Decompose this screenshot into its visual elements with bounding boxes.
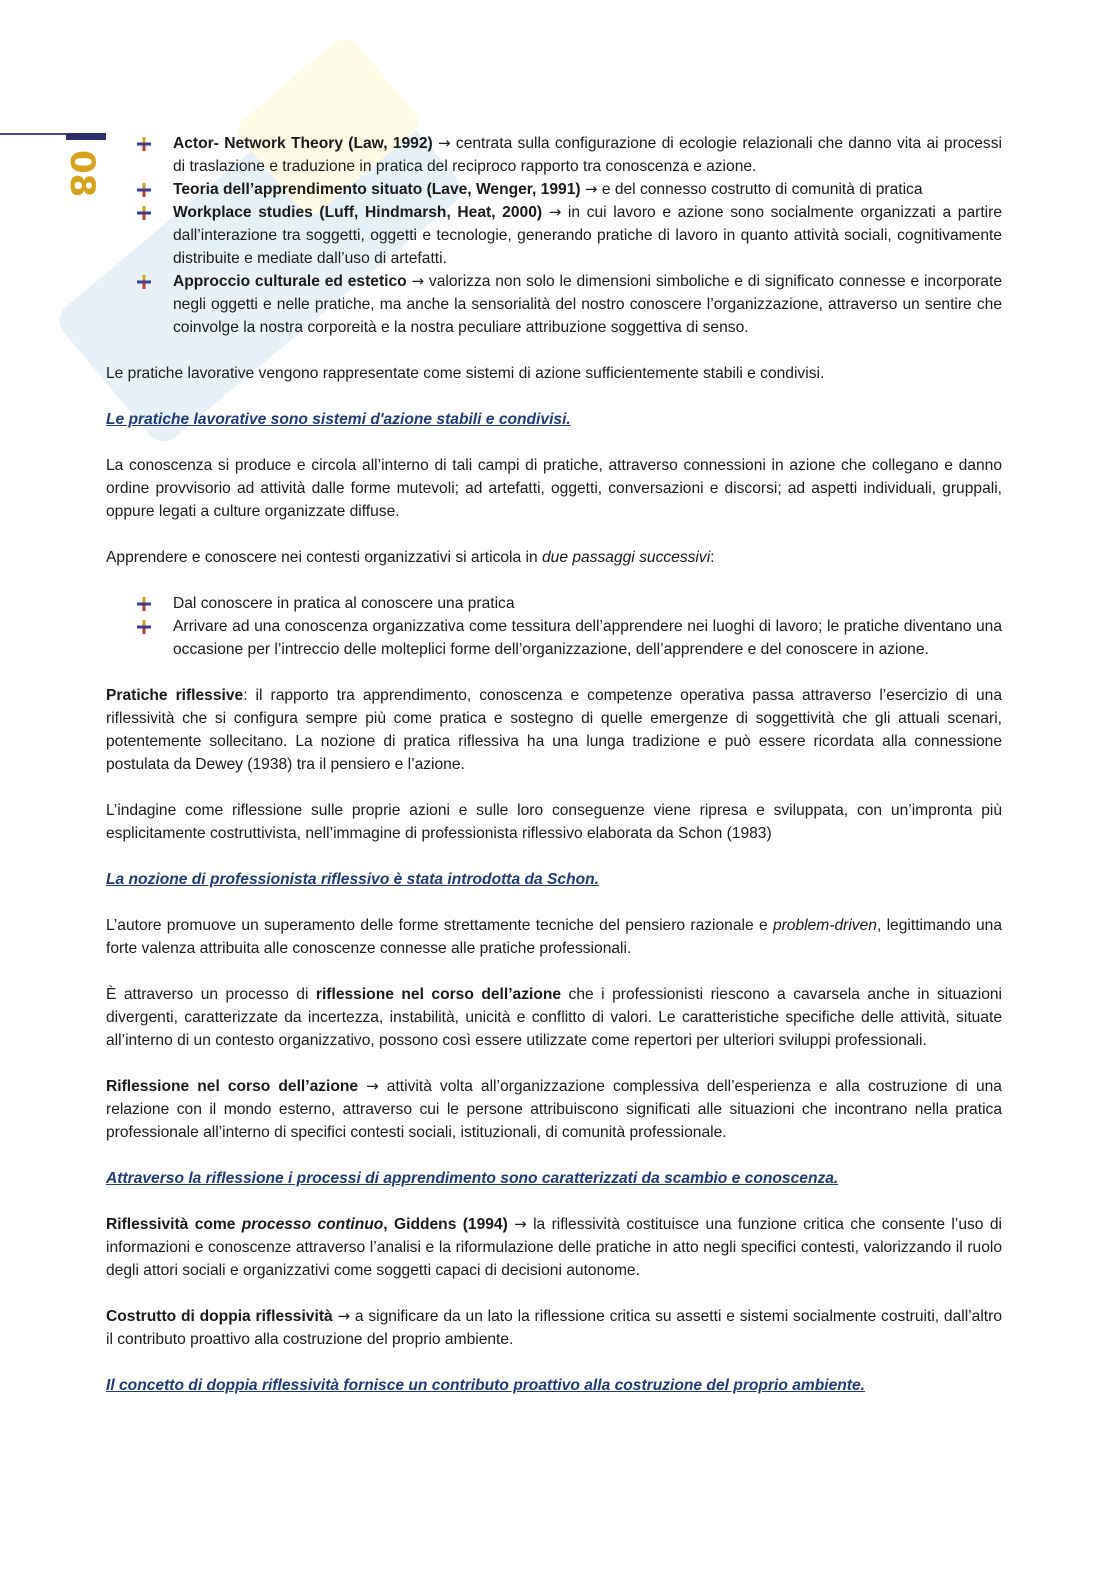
paragraph <box>106 684 1002 776</box>
cross-bullet-icon <box>137 597 151 611</box>
arrow-icon: → <box>514 1215 527 1233</box>
bold-term: Riflessione nel corso dell’azione <box>106 1078 359 1095</box>
arrow-icon: → <box>438 134 451 152</box>
cross-bullet-icon <box>137 206 151 220</box>
bullet-text: e del connesso costrutto di comunità di pratica <box>597 181 923 198</box>
bold-term: , Giddens (1994) <box>383 1216 508 1233</box>
cross-bullet-icon <box>137 275 151 289</box>
paragraph <box>106 1213 1002 1282</box>
bold-term: Pratiche riflessive <box>106 687 244 704</box>
paragraph-text: la riflessività costituisce una funzione critica che consente l’uso di informazioni e conoscenze attraverso l’analisi e la riformulazione delle pratiche in atto negli specifici contesti, valorizzando il ruolo degli attori sociali e organizzativi come soggetti capaci di decisioni autonome. <box>106 1216 1002 1279</box>
list-item <box>173 178 1002 201</box>
paragraph <box>106 1075 1002 1144</box>
paragraph: Le pratiche lavorative vengono rappresentate come sistemi di azione sufficientemente stabili e condivisi. <box>106 365 825 382</box>
arrow-icon: → <box>584 180 598 198</box>
highlight-sentence: Le pratiche lavorative sono sistemi d'azione stabili e condivisi. <box>106 411 571 428</box>
italic-text: problem-driven <box>772 917 877 934</box>
list-item <box>173 201 1002 270</box>
paragraph: La conoscenza si produce e circola all’interno di tali campi di pratiche, attraverso connessioni in azione che collegano e danno ordine provvisorio ad attività dalle forme mutevoli; ad artefatti, oggetti, conversazioni e discorsi; ad aspetti individuali, gruppali, oppure legati a culture organizzate diffuse. <box>106 457 1002 520</box>
paragraph-text: a significare da un lato la riflessione critica su assetti e sistemi socialmente costruiti, dall’altro il contributo proattivo alla costruzione del proprio ambiente. <box>106 1308 1002 1348</box>
cross-bullet-icon <box>137 137 151 151</box>
bullet-title: Teoria dell’apprendimento situato (Lave, Wenger, 1991) <box>173 181 581 198</box>
paragraph-text: È attraverso un processo di <box>106 986 316 1003</box>
arrow-icon: → <box>366 1077 379 1095</box>
bullet-text: centrata sulla configurazione di ecologie relazionali che danno vita ai processi di traslazione e traduzione in pratica del reciproco rapporto tra conoscenza e azione. <box>173 135 1002 175</box>
arrow-icon: → <box>337 1307 351 1325</box>
paragraph-text: , legittimando una forte valenza attribuita alle conoscenze connesse alle pratiche professionali. <box>106 917 1002 957</box>
bold-term: riflessione nel corso dell’azione <box>315 986 562 1003</box>
paragraph-text: : il rapporto tra apprendimento, conoscenza e competenze operativa passa attraverso l’esercizio di una riflessività che si configura sempre più come pratica e sostegno di quelle emergenze di soggettività che gli attuali scenari, potentemente sollecitano. La nozione di pratica riflessiva ha una lunga tradizione e può essere ricordata alla connessione postulata da Dewey (1938) tra il pensiero e l’azione. <box>106 687 1002 773</box>
bullet-text: valorizza non solo le dimensioni simboliche e di significato connesse e incorporate negli oggetti e nelle pratiche, ma anche la sensorialità del nostro conoscere l’organizzazione, attraverso un sentire che coinvolge la nostra corporeità e la nostra peculiare attribuzione soggettiva di senso. <box>173 273 1002 336</box>
page-number: 08 <box>62 150 102 198</box>
paragraph-text: L’autore promuove un superamento delle forme strettamente tecniche del pensiero razionale e <box>106 917 773 934</box>
paragraph <box>106 546 1002 569</box>
highlight-sentence: Il concetto di doppia riflessività fornisce un contributo proattivo alla costruzione del proprio ambiente. <box>106 1377 865 1394</box>
bold-term: Riflessività come <box>106 1216 242 1233</box>
list-item <box>173 615 1002 661</box>
page-header-rule <box>0 133 66 135</box>
paragraph: L’indagine come riflessione sulle proprie azioni e sulle loro conseguenze viene ripresa e sviluppata, con un’impronta più esplicitamente costruttivista, nell’immagine di professionista riflessivo elaborata da Schon (1983) <box>106 802 1002 842</box>
cross-bullet-icon <box>137 620 151 634</box>
cross-bullet-icon <box>137 183 151 197</box>
bullet-text: in cui lavoro e azione sono socialmente organizzati a partire dall’interazione tra soggetti, oggetti e tecnologie, generando pratiche di lavoro in quanto attività sociali, cognitivamente distribuite e mediate dall’uso di artefatti. <box>173 204 1003 267</box>
italic-text: due passaggi successivi <box>542 549 711 566</box>
page-content <box>106 132 1002 1420</box>
list-item <box>173 270 1002 339</box>
list-item <box>173 592 1002 615</box>
bullet-text: Arrivare ad una conoscenza organizzativa come tessitura dell’apprendere nei luoghi di lavoro; le pratiche diventano una occasione per l’intreccio delle molteplici forme dell’organizzazione, dell’apprendere e del conoscere in azione. <box>173 618 1002 658</box>
arrow-icon: → <box>411 272 425 290</box>
bullet-title: Workplace studies (Luff, Hindmarsh, Heat, 2000) <box>173 204 543 221</box>
paragraph-text: Apprendere e conoscere nei contesti organizzativi si articola in <box>106 549 542 566</box>
paragraph <box>106 983 1002 1052</box>
page-header-tab <box>66 133 106 140</box>
theory-bullet-list <box>106 132 1002 339</box>
paragraph-text: che i professionisti riescono a cavarsela anche in situazioni divergenti, caratterizzate da incertezza, instabilità, unicità e conflitto di valori. Le caratteristiche specifiche delle attività, situate all’interno di un contesto organizzativo, possono così essere utilizzate come repertori per ulteriori sviluppi professionali. <box>106 986 1003 1049</box>
bold-term: Costrutto di doppia riflessività <box>106 1308 333 1325</box>
highlight-sentence: Attraverso la riflessione i processi di apprendimento sono caratterizzati da scambio e conoscenza. <box>106 1170 839 1187</box>
paragraph <box>106 1305 1002 1351</box>
paragraph-text: : <box>710 549 715 566</box>
bold-italic-term: processo continuo <box>241 1216 384 1233</box>
paragraph-text: attività volta all’organizzazione complessiva dell’esperienza e alla costruzione di una relazione con il mondo esterno, attraverso cui le persone attribuiscono significati alle situazioni che incontrano nella pratica professionale all’interno di specifici contesti sociali, istituzionali, di comunità professionale. <box>106 1078 1002 1141</box>
list-item <box>173 132 1002 178</box>
bullet-text: Dal conoscere in pratica al conoscere una pratica <box>173 595 515 612</box>
steps-bullet-list <box>106 592 1002 661</box>
bullet-title: Actor- Network Theory (Law, 1992) <box>173 135 433 152</box>
arrow-icon: → <box>548 203 562 221</box>
bullet-title: Approccio culturale ed estetico <box>173 273 407 290</box>
highlight-sentence: La nozione di professionista riflessivo è stata introdotta da Schon. <box>106 871 600 888</box>
paragraph <box>106 914 1002 960</box>
